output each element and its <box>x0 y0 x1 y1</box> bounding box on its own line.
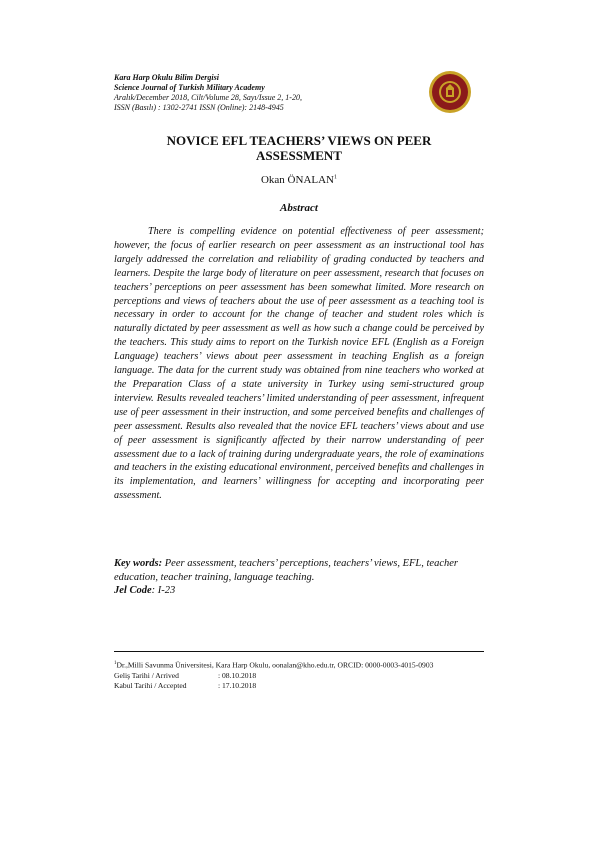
title-line-2: ASSESSMENT <box>256 148 342 163</box>
author-line <box>114 174 484 186</box>
author-footnote-mark: 1 <box>334 174 337 181</box>
journal-name-tr: Kara Harp Okulu Bilim Dergisi <box>114 73 219 82</box>
issue-info: Aralık/December 2018, Cilt/Volume 28, Sayı/Issue 2, 1-20, <box>114 93 302 102</box>
jel-label: Jel Code <box>114 585 152 596</box>
footnote-affiliation: Dr.,Milli Savunma Üniversitesi, Kara Harp Okulu, oonalan@kho.edu.tr, ORCID: 0000-0003-4015-0903 <box>116 660 434 670</box>
keywords-block <box>114 557 484 598</box>
issn-info: ISSN (Basılı) : 1302-2741 ISSN (Online): 2148-4945 <box>114 103 284 112</box>
keywords-text: Peer assessment, teachers’ perceptions, teachers’ views, EFL, teacher education, teacher training, language teaching. <box>114 558 458 583</box>
journal-header <box>114 73 414 113</box>
author-name: Okan ÖNALAN <box>260 174 334 186</box>
footnote-divider <box>114 651 484 652</box>
keywords-label: Key words: <box>114 558 163 569</box>
footnote-block <box>114 659 484 691</box>
accepted-row <box>114 681 484 691</box>
journal-name-en: Science Journal of Turkish Military Academy <box>114 83 265 92</box>
paper-title <box>114 133 484 163</box>
abstract-body: There is compelling evidence on potential effectiveness of peer assessment; however, the focus of earlier research on peer assessment as an instructional tool has largely addressed the correlation and reliability of grading conducted by teachers and learners. Despite the large body of literature on peer assessment, research that focuses on teachers’ perceptions on peer assessment has been somewhat limited. More research on perceptions and views of teachers about the use of peer assessment as a teaching tool is necessary in order to account for the change of teacher and student roles which is naturally dictated by peer assessment as well as how such a change could be perceived by the teachers. This study aims to report on the Turkish novice EFL (English as a Foreign Language) teachers’ views about peer assessment in teaching English as a foreign language. The data for the current study was obtained from nine teachers who worked at the Preparation Class of a state university in Turkey using semi-structured group interview. Results revealed teachers’ limited understanding of peer assessment, infrequent use of peer assessment in their instruction, and some perceived benefits and challenges of peer assessment. Results also revealed that the novice EFL teachers’ views about and use of peer assessment is significantly affected by their narrow understanding of peer assessment due to a lack of training during undergraduate years, the role of examinations and teachers in the existing educational environment, perceived benefits and challenges in its implementation, and learners’ willingness for accepting and incorporating peer assessment. <box>114 226 484 502</box>
academy-seal-icon <box>428 70 472 114</box>
received-label: Geliş Tarihi / Arrived <box>114 670 179 680</box>
title-line-1: NOVICE EFL TEACHERS’ VIEWS ON PEER <box>166 133 432 148</box>
abstract-heading: Abstract <box>280 202 318 214</box>
accepted-date: : 17.10.2018 <box>218 680 257 690</box>
received-row <box>114 671 484 681</box>
received-date: : 08.10.2018 <box>218 670 257 680</box>
jel-code: : I-23 <box>151 585 176 596</box>
footnote-mark: 1 <box>114 661 117 666</box>
accepted-label: Kabul Tarihi / Accepted <box>114 680 187 690</box>
